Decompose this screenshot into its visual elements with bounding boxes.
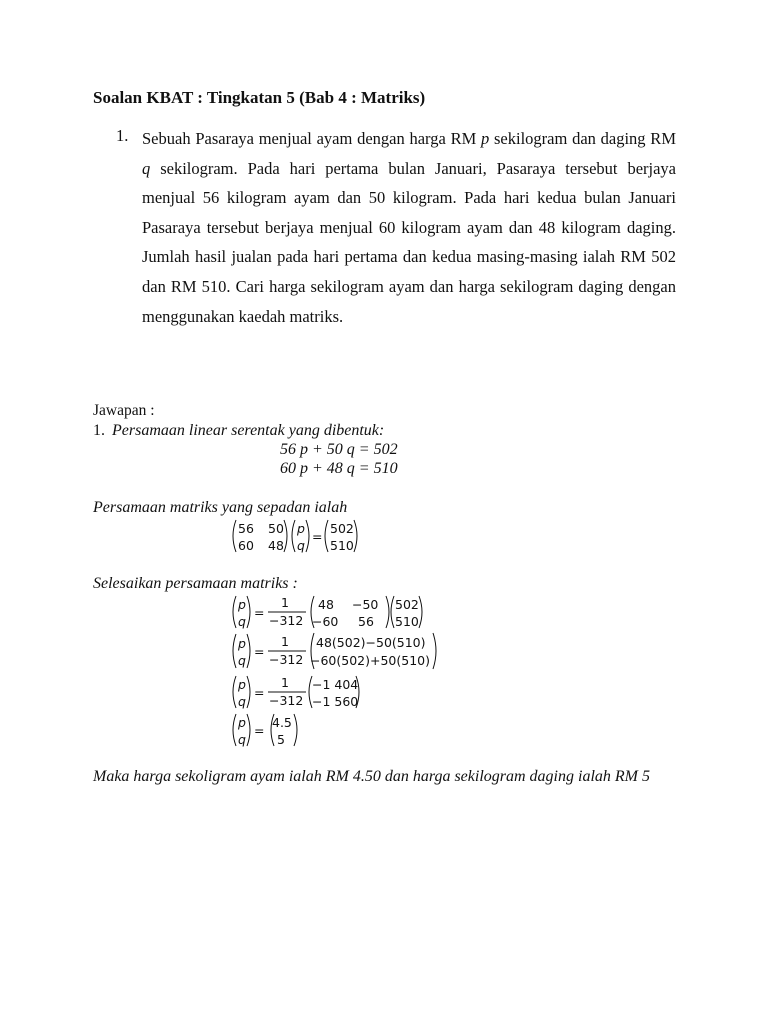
question-number: 1. bbox=[116, 126, 129, 145]
matrix-cell: 502 bbox=[330, 521, 354, 536]
matrix-var: q bbox=[238, 694, 246, 709]
matrix-cell: 48 bbox=[318, 597, 334, 612]
matrix-cell: 60 bbox=[238, 538, 254, 553]
matrix-cell: −1 404 bbox=[312, 677, 359, 692]
equation-2: 60 p + 48 q = 510 bbox=[280, 460, 398, 477]
question-text bbox=[142, 124, 676, 331]
conclusion-text: Maka harga sekoligram ayam ialah RM 4.50 dan harga sekilogram daging ialah RM 5 bbox=[93, 768, 650, 785]
matrix-cell: 56 bbox=[358, 614, 374, 629]
equals-sign: = bbox=[254, 723, 265, 738]
solution-step-3 bbox=[228, 672, 378, 712]
matrix-cell: 510 bbox=[330, 538, 354, 553]
matrix-var: p bbox=[297, 521, 305, 536]
question-text-part: sekilogram dan daging RM bbox=[489, 129, 676, 148]
solution-step-4 bbox=[228, 710, 308, 750]
equals-sign: = bbox=[254, 605, 265, 620]
matrix-var: q bbox=[238, 614, 246, 629]
equals-sign: = bbox=[254, 685, 265, 700]
equation-1: 56 p + 50 q = 502 bbox=[280, 441, 398, 458]
matrix-var: p bbox=[238, 677, 246, 692]
matrix-cell: 48 bbox=[268, 538, 284, 553]
matrix-cell: 50 bbox=[268, 521, 284, 536]
fraction-numerator: 1 bbox=[281, 595, 289, 610]
matrix-cell: −60 bbox=[312, 614, 339, 629]
fraction-numerator: 1 bbox=[281, 675, 289, 690]
fraction-denominator: −312 bbox=[269, 613, 304, 628]
matrix-equation-label: Persamaan matriks yang sepadan ialah bbox=[93, 499, 348, 516]
fraction-denominator: −312 bbox=[269, 693, 304, 708]
matrix-var: q bbox=[238, 653, 246, 668]
solution-step-1 bbox=[228, 592, 428, 632]
matrix-cell: 510 bbox=[395, 614, 419, 629]
matrix-cell: 48(502)−50(510) bbox=[316, 635, 426, 650]
matrix-var: p bbox=[238, 597, 246, 612]
matrix-cell: −1 560 bbox=[312, 694, 359, 709]
answer-heading: Jawapan : bbox=[93, 402, 155, 419]
equals-sign: = bbox=[312, 529, 323, 544]
answer-intro: Persamaan linear serentak yang dibentuk: bbox=[112, 422, 385, 439]
variable-q: q bbox=[142, 158, 151, 178]
matrix-equation bbox=[228, 516, 368, 556]
matrix-cell: 502 bbox=[395, 597, 419, 612]
matrix-cell: 5 bbox=[277, 732, 285, 747]
matrix-cell: 56 bbox=[238, 521, 254, 536]
page-title: Soalan KBAT : Tingkatan 5 (Bab 4 : Matriks) bbox=[93, 88, 426, 107]
matrix-cell: 4.5 bbox=[272, 715, 292, 730]
matrix-var: p bbox=[238, 715, 246, 730]
answer-number: 1. bbox=[93, 422, 105, 439]
matrix-cell: −60(502)+50(510) bbox=[310, 653, 430, 668]
solution-step-2 bbox=[228, 630, 443, 672]
matrix-var: q bbox=[297, 538, 305, 553]
matrix-cell: −50 bbox=[352, 597, 379, 612]
question-text-part: Sebuah Pasaraya menjual ayam dengan harga RM bbox=[142, 129, 482, 148]
question-text-part: sekilogram. Pada hari pertama bulan Januari, Pasaraya tersebut berjaya menjual 56 kilogram ayam dan 50 kilogram. Pada hari kedua bulan Januari Pasaraya tersebut berjaya menjual 60 kilogram ayam dan 48 kilogram daging. Jumlah hasil jualan pada hari pertama dan kedua masing-masing ialah RM 502 dan RM 510. Cari harga sekilogram ayam dan harga sekilogram daging dengan menggunakan kaedah matriks. bbox=[142, 158, 676, 326]
matrix-var: q bbox=[238, 732, 246, 747]
fraction-numerator: 1 bbox=[281, 634, 289, 649]
equals-sign: = bbox=[254, 644, 265, 659]
fraction-denominator: −312 bbox=[269, 652, 304, 667]
matrix-var: p bbox=[238, 636, 246, 651]
variable-p: p bbox=[481, 129, 490, 148]
solve-label: Selesaikan persamaan matriks : bbox=[93, 575, 298, 592]
